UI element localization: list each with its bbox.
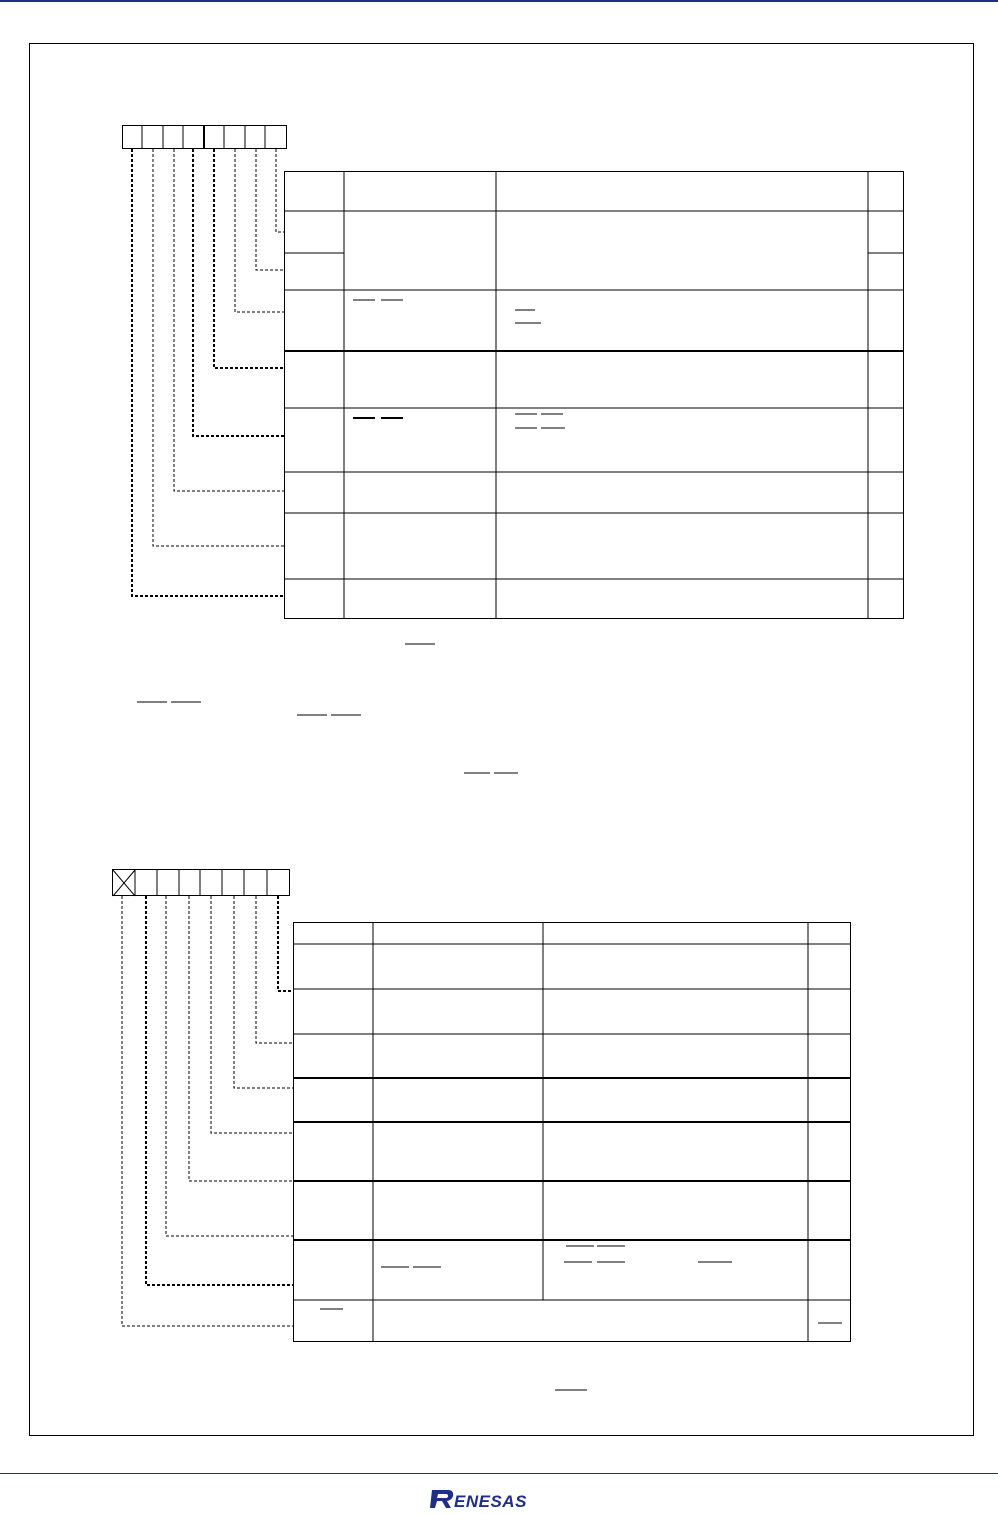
register-1-bit-dividers — [142, 125, 265, 149]
register-2-bit-boxes — [113, 869, 290, 896]
register-1-table — [284, 171, 904, 619]
renesas-logo — [428, 1487, 570, 1511]
register-1-leaders — [132, 149, 284, 596]
register-2-table — [293, 922, 851, 1342]
footer-rule — [0, 1473, 998, 1474]
register-1-overlines — [353, 300, 565, 428]
register-1-note-overlines — [137, 644, 518, 773]
register-2-leaders — [122, 896, 293, 1326]
register-2-overlines — [320, 1246, 842, 1390]
svg-text:ENESAS: ENESAS — [454, 1492, 527, 1511]
